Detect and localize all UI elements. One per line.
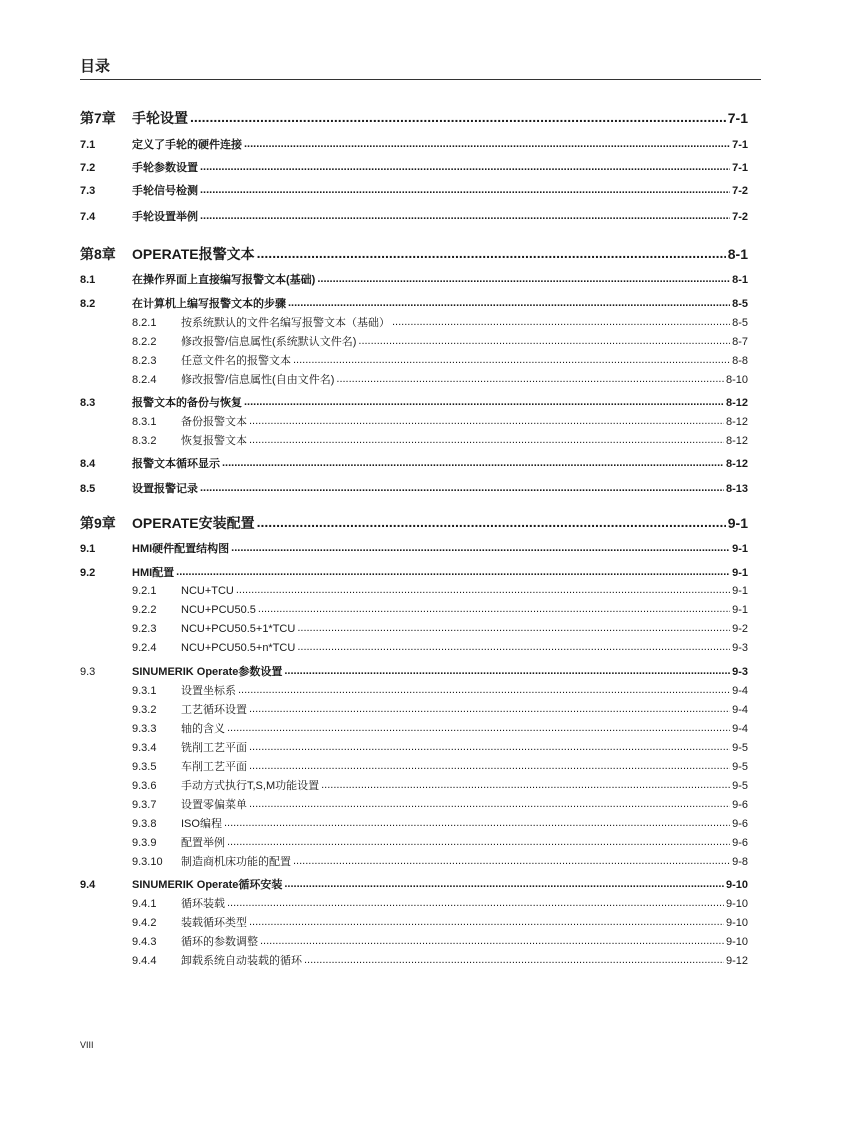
toc-entry-number: 9.3.7: [132, 799, 157, 811]
dot-leader: [321, 778, 730, 789]
toc-entry-title: SINUMERIK Operate参数设置: [132, 666, 283, 678]
toc-entry-page: 9-1: [732, 585, 748, 597]
toc-entry-number: 7.2: [80, 162, 96, 174]
toc-entry-section: [80, 182, 748, 198]
toc-entry-page: 9-5: [732, 742, 748, 754]
toc-entry-title: 卸载系统自动装载的循环: [181, 955, 302, 967]
toc-entry-page: 8-1: [732, 274, 748, 286]
toc-entry-page: 7-1: [732, 139, 748, 151]
toc-entry-number: 8.3: [80, 397, 96, 409]
dot-leader: [249, 702, 730, 713]
toc-entry-number: 8.2.1: [132, 317, 157, 329]
toc-entry-title: OPERATE报警文本: [132, 246, 255, 262]
toc-entry-page: 8-7: [732, 336, 748, 348]
dot-leader: [200, 160, 730, 171]
toc-entry-page: 9-10: [725, 936, 748, 948]
dot-leader: [284, 664, 730, 675]
toc-entry-page: 9-10: [725, 898, 748, 910]
dot-leader: [304, 953, 724, 964]
toc-entry-page: 9-1: [732, 604, 748, 616]
toc-entry-title: HMI硬件配置结构图: [132, 543, 230, 555]
toc-entry-sub: [80, 739, 748, 755]
toc-entry-page: 9-4: [732, 704, 748, 716]
toc-entry-title: 铣削工艺平面: [181, 742, 247, 754]
toc-entry-sub: [80, 371, 748, 387]
toc-entry-number: 9.2: [80, 567, 96, 579]
dot-leader: [200, 209, 730, 220]
toc-entry-page: 7-2: [732, 185, 748, 197]
toc-entry-sub: [80, 895, 748, 911]
toc-entry-title: 手轮参数设置: [132, 162, 198, 174]
page-header: [80, 57, 761, 80]
toc-entry-number: 第9章: [80, 515, 116, 531]
dot-leader: [293, 353, 730, 364]
dot-leader: [358, 334, 730, 345]
toc-entry-section: [80, 295, 748, 311]
toc-entry-title: 循环装载: [181, 898, 225, 910]
toc-entry-title: 在操作界面上直接编写报警文本(基础): [132, 274, 316, 286]
toc-entry-section: [80, 394, 748, 410]
dot-leader: [288, 296, 730, 307]
toc-entry-page: 8-10: [725, 374, 748, 386]
dot-leader: [200, 183, 730, 194]
toc-entry-number: 8.2: [80, 298, 96, 310]
dot-leader: [249, 797, 730, 808]
toc-entry-sub: [80, 933, 748, 949]
toc-entry-title: 备份报警文本: [181, 416, 247, 428]
toc-entry-page: 8-8: [732, 355, 748, 367]
toc-entry-title: NCU+PCU50.5+1*TCU: [181, 623, 296, 635]
toc-entry-sub: [80, 314, 748, 330]
dot-leader: [236, 583, 730, 594]
dot-leader: [190, 109, 726, 123]
dot-leader: [249, 433, 724, 444]
toc-entry-sub: [80, 834, 748, 850]
toc-entry-title: 报警文本的备份与恢复: [132, 397, 242, 409]
dot-leader: [258, 602, 730, 613]
toc-entry-page: 9-4: [732, 723, 748, 735]
toc-entry-number: 第7章: [80, 110, 116, 126]
toc-entry-number: 9.4.1: [132, 898, 157, 910]
dot-leader: [260, 934, 724, 945]
toc-entry-chapter: [80, 513, 748, 533]
toc-entry-title: SINUMERIK Operate循环安装: [132, 879, 283, 891]
dot-leader: [224, 816, 730, 827]
toc-entry-title: 轴的含义: [181, 723, 225, 735]
toc-entry-title: ISO编程: [181, 818, 222, 830]
dot-leader: [244, 137, 730, 148]
toc-entry-number: 8.5: [80, 483, 96, 495]
dot-leader: [227, 835, 730, 846]
toc-entry-page: 9-2: [732, 623, 748, 635]
toc-entry-section: [80, 208, 748, 224]
toc-entry-page: 9-10: [725, 879, 748, 891]
dot-leader: [297, 621, 730, 632]
toc-entry-page: 8-12: [725, 416, 748, 428]
toc-entry-title: 装载循环类型: [181, 917, 247, 929]
toc-entry-page: 9-3: [732, 642, 748, 654]
toc-entry-title: 手动方式执行T,S,M功能设置: [181, 780, 320, 792]
page-number: VIII: [80, 1040, 94, 1050]
toc-entry-number: 9.4.2: [132, 917, 157, 929]
toc-entry-sub: [80, 640, 748, 654]
page-title: 目录: [80, 58, 111, 75]
toc-entry-number: 9.3: [80, 666, 96, 678]
toc-entry-number: 7.4: [80, 211, 96, 223]
toc-entry-number: 9.3.5: [132, 761, 157, 773]
toc-entry-section: [80, 540, 748, 556]
toc-entry-section: [80, 876, 748, 892]
toc-entry-page: 7-1: [732, 162, 748, 174]
toc-entry-number: 9.2.1: [132, 585, 157, 597]
toc-entry-title: 循环的参数调整: [181, 936, 258, 948]
toc-entry-page: 8-5: [732, 317, 748, 329]
toc-entry-sub: [80, 352, 748, 368]
toc-entry-title: NCU+PCU50.5+n*TCU: [181, 642, 296, 654]
toc-entry-title: 报警文本循环显示: [132, 458, 220, 470]
toc-entry-number: 9.2.2: [132, 604, 157, 616]
toc-entry-section: [80, 271, 748, 287]
toc-entry-title: 在计算机上编写报警文本的步骤: [132, 298, 286, 310]
toc-entry-number: 9.4: [80, 879, 96, 891]
toc-entry-sub: [80, 796, 748, 812]
toc-entry-title: HMI配置: [132, 567, 175, 579]
toc-entry-page: 8-13: [725, 483, 748, 495]
toc-entry-section: [80, 136, 748, 152]
dot-leader: [249, 759, 730, 770]
toc-entry-number: 7.3: [80, 185, 96, 197]
toc-entry-title: 定义了手轮的硬件连接: [132, 139, 242, 151]
toc-entry-page: 8-5: [732, 298, 748, 310]
toc-entry-page: 9-1: [732, 567, 748, 579]
toc-entry-title: 修改报警/信息属性(自由文件名): [181, 374, 335, 386]
dot-leader: [284, 877, 724, 888]
toc-entry-number: 9.3.1: [132, 685, 157, 697]
toc-entry-sub: [80, 413, 748, 429]
toc-entry-number: 9.3.6: [132, 780, 157, 792]
toc-entry-number: 第8章: [80, 246, 116, 262]
toc-entry-section: [80, 564, 748, 580]
toc-entry-title: 按系统默认的文件名编写报警文本（基础）: [181, 317, 390, 329]
toc-entry-sub: [80, 758, 748, 774]
dot-leader: [231, 541, 730, 552]
dot-leader: [297, 640, 730, 651]
toc-entry-sub: [80, 777, 748, 793]
toc-entry-page: 9-12: [725, 955, 748, 967]
toc-entry-title: 手轮设置: [132, 110, 188, 126]
toc-entry-number: 9.1: [80, 543, 96, 555]
toc-entry-sub: [80, 952, 748, 968]
dot-leader: [293, 854, 730, 865]
toc-entry-number: 9.3.9: [132, 837, 157, 849]
toc-entry-number: 9.3.4: [132, 742, 157, 754]
toc-entry-page: 9-4: [732, 685, 748, 697]
dot-leader: [227, 721, 730, 732]
toc-entry-sub: [80, 720, 748, 736]
dot-leader: [257, 514, 726, 528]
toc-entry-page: 9-6: [732, 837, 748, 849]
dot-leader: [227, 896, 724, 907]
toc-entry-title: 设置坐标系: [181, 685, 236, 697]
toc-entry-number: 8.2.4: [132, 374, 157, 386]
toc-entry-page: 8-12: [725, 397, 748, 409]
toc-entry-page: 8-1: [727, 246, 748, 262]
toc-entry-chapter: [80, 108, 748, 128]
toc-entry-sub: [80, 333, 748, 349]
toc-entry-title: 配置举例: [181, 837, 225, 849]
toc-entry-title: 制造商机床功能的配置: [181, 856, 291, 868]
dot-leader: [249, 915, 724, 926]
toc-entry-title: OPERATE安装配置: [132, 515, 255, 531]
toc-entry-title: 设置零偏菜单: [181, 799, 247, 811]
dot-leader: [257, 245, 726, 259]
toc-entry-number: 9.2.4: [132, 642, 157, 654]
toc-entry-sub: [80, 701, 748, 717]
toc-entry-sub: [80, 914, 748, 930]
toc-entry-number: 9.4.4: [132, 955, 157, 967]
dot-leader: [176, 565, 730, 576]
toc-entry-page: 9-10: [725, 917, 748, 929]
toc-entry-sub: [80, 621, 748, 635]
toc-entry-number: 8.4: [80, 458, 96, 470]
dot-leader: [200, 481, 724, 492]
toc-entry-page: 9-3: [732, 666, 748, 678]
toc-entry-number: 8.3.1: [132, 416, 157, 428]
toc-entry-section: [80, 159, 748, 175]
toc-entry-section: [80, 480, 748, 496]
toc-entry-number: 9.3.10: [132, 856, 163, 868]
toc-entry-title: 车削工艺平面: [181, 761, 247, 773]
toc-entry-page: 9-5: [732, 780, 748, 792]
toc-entry-title: 设置报警记录: [132, 483, 198, 495]
dot-leader: [336, 372, 724, 383]
toc-entry-sub: [80, 682, 748, 698]
toc-entry-title: 手轮信号检测: [132, 185, 198, 197]
toc-entry-section: [80, 455, 748, 471]
toc-entry-number: 9.4.3: [132, 936, 157, 948]
dot-leader: [244, 395, 724, 406]
toc-entry-title: 修改报警/信息属性(系统默认文件名): [181, 336, 357, 348]
toc-entry-number: 8.2.3: [132, 355, 157, 367]
toc-entry-title: NCU+TCU: [181, 585, 234, 597]
toc-entry-page: 8-12: [725, 435, 748, 447]
toc-entry-number: 9.3.3: [132, 723, 157, 735]
toc-entry-page: 9-6: [732, 799, 748, 811]
toc-entry-title: 工艺循环设置: [181, 704, 247, 716]
dot-leader: [238, 683, 730, 694]
toc-entry-page: 9-1: [732, 543, 748, 555]
toc-entry-page: 9-8: [732, 856, 748, 868]
toc-entry-section: [80, 663, 748, 679]
toc-entry-number: 9.3.8: [132, 818, 157, 830]
toc-entry-sub: [80, 815, 748, 831]
toc-entry-sub: [80, 583, 748, 597]
toc-entry-title: 任意文件名的报警文本: [181, 355, 291, 367]
toc-entry-number: 9.3.2: [132, 704, 157, 716]
toc-entry-number: 8.3.2: [132, 435, 157, 447]
dot-leader: [222, 456, 724, 467]
toc-entry-page: 7-2: [732, 211, 748, 223]
dot-leader: [317, 272, 730, 283]
toc-entry-page: 9-6: [732, 818, 748, 830]
toc-entry-chapter: [80, 244, 748, 264]
toc-entry-number: 8.1: [80, 274, 96, 286]
toc-entry-number: 7.1: [80, 139, 96, 151]
toc-entry-number: 8.2.2: [132, 336, 157, 348]
dot-leader: [249, 414, 724, 425]
toc-entry-title: 手轮设置举例: [132, 211, 198, 223]
toc-entry-sub: [80, 432, 748, 448]
toc-entry-page: 9-5: [732, 761, 748, 773]
toc-entry-number: 9.2.3: [132, 623, 157, 635]
toc-entry-sub: [80, 853, 748, 869]
toc-entry-title: 恢复报警文本: [181, 435, 247, 447]
toc-entry-page: 7-1: [727, 110, 748, 126]
toc-entry-sub: [80, 602, 748, 616]
toc-entry-page: 9-1: [727, 515, 748, 531]
toc-entry-page: 8-12: [725, 458, 748, 470]
dot-leader: [392, 315, 730, 326]
dot-leader: [249, 740, 730, 751]
toc-entry-title: NCU+PCU50.5: [181, 604, 256, 616]
